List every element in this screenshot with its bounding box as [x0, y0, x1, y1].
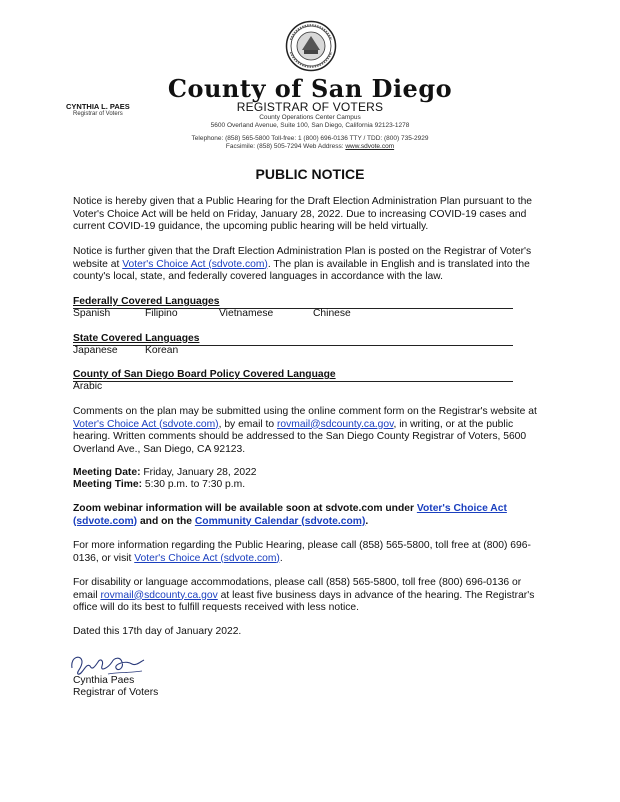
para2-after: . The plan is available in English and is translated into the county's local, state, and federally covered languages in accordance with the law. [73, 258, 530, 282]
paragraph-hearing: Notice is hereby given that a Public Hearing for the Draft Election Administration Plan pursuant to the Voter's Choice Act will be held on Friday, January 28, 2022. Due to increasing COVID-19 cases and current COVID-19 guidance, the upcoming public hearing will be held virtually. [73, 196, 533, 232]
contact-line-1: Telephone: (858) 565-5800 Toll-free: 1 (800) 696-0136 TTY / TDD: (800) 735-2929 [191, 135, 429, 142]
email-link-2[interactable]: rovmail@sdcounty.ca.gov [100, 589, 218, 601]
disability-text-1: For disability or language accommodations, please call (858) 565-5800, toll free (800) 696-0136 or email [73, 577, 522, 601]
signatory-name: Cynthia Paes [73, 675, 135, 686]
vca-link-4[interactable]: Voter's Choice Act (sdvote.com) [134, 552, 280, 564]
notice-title: PUBLIC NOTICE [255, 166, 365, 182]
registrar-heading: REGISTRAR OF VOTERS [236, 100, 384, 114]
signatory-title: Registrar of Voters [73, 687, 159, 698]
paragraph-accommodations [73, 577, 543, 615]
comments-text-3: , in writing, or at the public hearing. Written comments should be addressed to the San Diego County Registrar of Voters, 5600 Overland Ave., San Diego, CA 92123. [73, 418, 527, 455]
paragraph-comments [73, 406, 543, 456]
zoom-text-3: . [365, 515, 369, 527]
meeting-date-label: Meeting Date: [73, 467, 141, 478]
meeting-date-value: Friday, January 28, 2022 [143, 467, 257, 478]
info-text-2: . [279, 552, 283, 564]
official-name: CYNTHIA L. PAES [66, 102, 130, 111]
county-seal-icon [285, 20, 337, 72]
paragraph-zoom [73, 503, 543, 528]
vca-link-1[interactable]: Voter's Choice Act (sdvote.com) [122, 258, 268, 270]
paragraph-plan-posted [73, 246, 543, 284]
address-line: 5600 Overland Avenue, Suite 100, San Diego, California 92123-1278 [210, 122, 410, 129]
county-title: County of San Diego [167, 74, 453, 103]
web-address-link[interactable]: www.sdvote.com [345, 143, 395, 150]
meeting-time [73, 479, 543, 492]
state-divider [73, 345, 513, 346]
federal-language: Vietnamese [219, 308, 274, 319]
community-calendar-link[interactable]: Community Calendar (sdvote.com) [194, 515, 366, 527]
state-language: Japanese [73, 345, 118, 356]
disability-text-2: at least five business days in advance of the hearing. The Registrar's office will do its best to fulfill requests received with less notice. [73, 589, 535, 613]
dated-line: Dated this 17th day of January 2022. [73, 626, 242, 637]
comments-text-2: , by email to [218, 418, 277, 430]
meeting-date [73, 467, 543, 480]
meeting-time-value: 5:30 p.m. to 7:30 p.m. [144, 479, 246, 490]
vca-link-2[interactable]: Voter's Choice Act (sdvote.com) [73, 418, 219, 430]
comments-text-1: Comments on the plan may be submitted using the online comment form on the Registrar's website at [73, 406, 537, 417]
vca-link-3[interactable]: Voter's Choice Act (sdvote.com) [73, 503, 507, 527]
board-divider [73, 381, 513, 382]
campus-line: County Operations Center Campus [259, 114, 361, 121]
zoom-text-2: and on the [137, 515, 195, 527]
contact-line-2-text: Facsimile: (858) 505-7294 Web Address: [225, 143, 344, 150]
contact-line-2 [0, 143, 620, 150]
state-languages-title: State Covered Languages [73, 333, 200, 344]
email-link-1[interactable]: rovmail@sdcounty.ca.gov [276, 418, 394, 430]
paragraph-more-info [73, 540, 543, 565]
info-text-1: For more information regarding the Public Hearing, please call (858) 565-5800, toll free at (800) 696-0136, or visit [73, 540, 531, 564]
board-language: Arabic [73, 381, 103, 392]
federal-language: Filipino [145, 308, 178, 319]
meeting-time-label: Meeting Time: [73, 479, 143, 490]
federal-language: Spanish [73, 308, 111, 319]
para2-before: Notice is further given that the Draft Election Administration Plan is posted on the Registrar of Voter's website at [73, 246, 532, 270]
federal-languages-title: Federally Covered Languages [73, 296, 220, 307]
zoom-text-1: Zoom webinar information will be available soon at sdvote.com under [73, 503, 417, 514]
official-title: Registrar of Voters [73, 111, 123, 117]
federal-language: Chinese [313, 308, 351, 319]
state-language: Korean [145, 345, 179, 356]
board-language-title: County of San Diego Board Policy Covered Language [73, 369, 336, 380]
federal-divider [73, 308, 513, 309]
